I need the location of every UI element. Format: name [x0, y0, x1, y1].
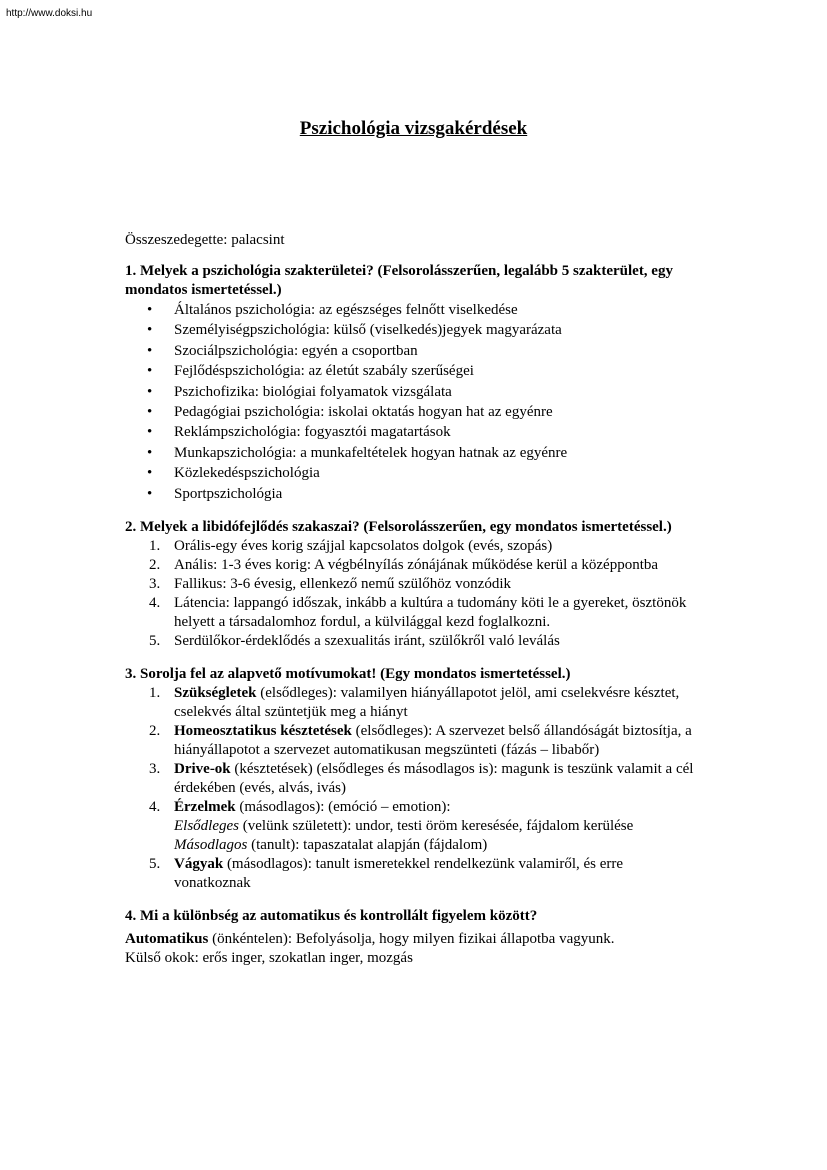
compiled-by: Összeszedegette: palacsint [125, 232, 285, 248]
list-item: • Személyiségpszichológia: külső (viselkedés)jegyek magyarázata [125, 320, 700, 340]
list-item [125, 594, 700, 632]
item-term: Érzelmek [174, 799, 236, 816]
list-item: • Pszichofizika: biológiai folyamatok vizsgálata [125, 382, 700, 402]
list-item: • Fejlődéspszichológia: az életút szabály szerűségei [125, 361, 700, 381]
question-1: 1. Melyek a pszichológia szakterületei? (Felsorolásszerűen, legalább 5 szakterület, egy mondatos ismertetéssel.) [125, 263, 673, 298]
list-item: • Reklámpszichológia: fogyasztói magatartások [125, 422, 700, 442]
item-text: Serdülőkor-érdeklődés a szexualitás iránt, szülőkről való leválás [174, 633, 560, 650]
item-term: Vágyak [174, 856, 224, 873]
item-text: Anális: 1-3 éves korig: A végbélnyílás zónájának működése kerül a középpontba [174, 557, 659, 574]
item-number: 3. [149, 576, 161, 593]
item-text: (másodlagos): tanult ismeretekkel rendelkezünk valamiről, és erre vonatkoznak [174, 856, 624, 892]
list-item [125, 760, 700, 798]
item-number: 1. [149, 685, 161, 702]
item-text: (másodlagos): (emóció – emotion): [235, 799, 451, 816]
question-2: 2. Melyek a libidófejlődés szakaszai? (Felsorolásszerűen, egy mondatos ismertetéssel.) [125, 519, 672, 536]
item-number: 2. [149, 557, 161, 574]
item-text: Fallikus: 3-6 évesig, ellenkező nemű szülőhöz vonzódik [174, 576, 512, 593]
item-number: 5. [149, 856, 161, 873]
item-number: 3. [149, 761, 161, 778]
list-item: • Pedagógiai pszichológia: iskolai oktatás hogyan hat az egyénre [125, 402, 700, 422]
answer-text: (önkéntelen): Befolyásolja, hogy milyen fizikai állapotba vagyunk. [208, 931, 615, 948]
item-number: 4. [149, 799, 161, 816]
sub-term: Elsődleges [174, 818, 239, 835]
list-item [125, 798, 700, 855]
page-title: Pszichológia vizsgakérdések [299, 118, 528, 139]
q3-list [125, 684, 700, 893]
sub-text: (velünk született): undor, testi öröm keresésée, fájdalom kerülése [239, 818, 634, 835]
sub-text: (tanult): tapaszatalat alapján (fájdalom) [247, 837, 488, 854]
item-text: (elsődleges): valamilyen hiányállapotot jelöl, ami cselekvésre késztet, cselekvés által szüntetjük meg a hiányt [174, 685, 680, 721]
document-body [125, 231, 700, 968]
list-item: • Közlekedéspszichológia [125, 463, 700, 483]
list-item: • Általános pszichológia: az egészséges felnőtt viselkedése [125, 300, 700, 320]
list-item [125, 632, 700, 651]
list-item [125, 722, 700, 760]
answer-line-2: Külső okok: erős inger, szokatlan inger, mozgás [125, 950, 413, 967]
answer-term: Automatikus [125, 931, 209, 948]
q1-list [125, 300, 700, 504]
item-number: 5. [149, 633, 161, 650]
list-item [125, 537, 700, 556]
list-item: • Sportpszichológia [125, 484, 700, 504]
item-number: 1. [149, 538, 161, 555]
item-term: Szükségletek [174, 685, 257, 702]
item-term: Homeosztatikus késztetések [174, 723, 352, 740]
list-item [125, 684, 700, 722]
list-item [125, 575, 700, 594]
item-number: 4. [149, 595, 161, 612]
list-item [125, 855, 700, 893]
item-number: 2. [149, 723, 161, 740]
list-item: • Szociálpszichológia: egyén a csoportban [125, 341, 700, 361]
question-4: 4. Mi a különbség az automatikus és kontrollált figyelem között? [125, 908, 538, 925]
question-3: 3. Sorolja fel az alapvető motívumokat! (Egy mondatos ismertetéssel.) [125, 666, 571, 683]
item-term: Drive-ok [174, 761, 231, 778]
sub-term: Másodlagos [174, 837, 248, 854]
item-text: Orális-egy éves korig szájjal kapcsolatos dolgok (evés, szopás) [174, 538, 553, 555]
answer-paragraph [125, 930, 700, 949]
source-url: http://www.doksi.hu [6, 8, 93, 19]
list-item: • Munkapszichológia: a munkafeltételek hogyan hatnak az egyénre [125, 443, 700, 463]
item-text: Látencia: lappangó időszak, inkább a kultúra a tudomány köti le a gyereket, ösztönök helyett a társadalomhoz fordul, a külvilággal kezd foglalkozni. [174, 595, 687, 631]
list-item [125, 556, 700, 575]
item-text: (késztetések) (elsődleges és másodlagos is): magunk is teszünk valamit a cél érdekében (evés, alvás, ivás) [174, 761, 694, 797]
item-text: (elsődleges): A szervezet belső állandóságát biztosítja, a hiányállapotot a szervezet automatikusan megszünteti (fázás – libabőr) [174, 723, 692, 759]
q2-list [125, 537, 700, 651]
